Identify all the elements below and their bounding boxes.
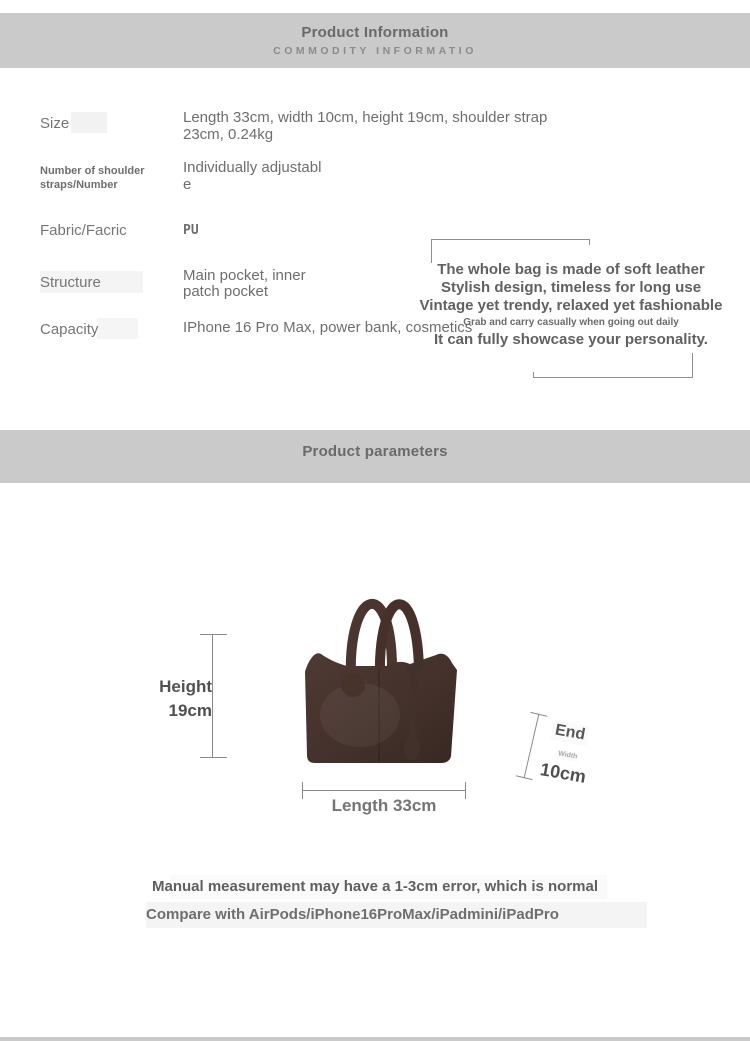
spec-value-capacity: IPhone 16 Pro Max, power bank, cosmetics	[183, 319, 473, 336]
marketing-line: Vintage yet trendy, relaxed yet fashionable	[419, 297, 723, 314]
side-width-sublabel: Width	[555, 749, 580, 762]
label-highlight	[71, 112, 107, 133]
height-measure-cap-top	[200, 634, 227, 635]
spec-label-straps: Number of shoulder straps/Number	[40, 165, 145, 191]
height-measure-cap-bottom	[200, 757, 227, 758]
next-section-edge	[0, 1037, 750, 1041]
section-title: Product parameters	[302, 443, 448, 460]
spec-value-size: Length 33cm, width 10cm, height 19cm, shoulder strap 23cm, 0.24kg	[183, 109, 548, 143]
marketing-line: Stylish design, timeless for long use	[440, 279, 702, 296]
measurement-note: Manual measurement may have a 1-3cm error, which is normal	[151, 878, 598, 895]
bag-strap-tail	[412, 675, 415, 737]
height-label: Height	[159, 677, 212, 696]
marketing-text-block	[413, 261, 729, 350]
spec-label-structure: Structure	[40, 274, 101, 291]
product-information-band	[0, 13, 750, 68]
label-highlight	[97, 318, 138, 339]
height-value: 19cm	[168, 701, 212, 720]
side-width-value: 10cm	[538, 759, 588, 787]
product-parameters-band	[0, 430, 750, 483]
quote-bracket-top	[431, 239, 590, 263]
quote-bracket-bottom	[533, 353, 693, 378]
marketing-line-small: Grab and carry casually when going out daily	[463, 317, 679, 328]
bag-handle-tab	[341, 673, 365, 697]
section-title: Product Information	[301, 24, 449, 41]
side-end-label: End	[551, 720, 590, 746]
spec-label-capacity: Capacity	[40, 321, 99, 338]
product-photo-tote-bag	[290, 555, 475, 770]
spec-value-structure: Main pocket, inner patch pocket	[183, 267, 306, 300]
spec-value-fabric: PU	[183, 223, 199, 238]
height-measure-line	[212, 635, 213, 757]
comparison-note: Compare with AirPods/iPhone16ProMax/iPadmini/iPadPro	[146, 906, 559, 923]
spec-label-fabric: Fabric/Facric	[40, 222, 127, 239]
spec-value-straps: Individually adjustable	[183, 159, 322, 193]
length-label: Length 33cm	[331, 796, 437, 815]
width-measure-line	[524, 714, 540, 779]
section-subtitle: COMMODITY INFORMATIO	[273, 45, 477, 57]
spec-label-size: Size	[40, 115, 70, 132]
marketing-line: It can fully showcase your personality.	[434, 331, 708, 348]
length-measure-line	[302, 790, 466, 791]
marketing-line: The whole bag is made of soft leather	[437, 261, 705, 278]
